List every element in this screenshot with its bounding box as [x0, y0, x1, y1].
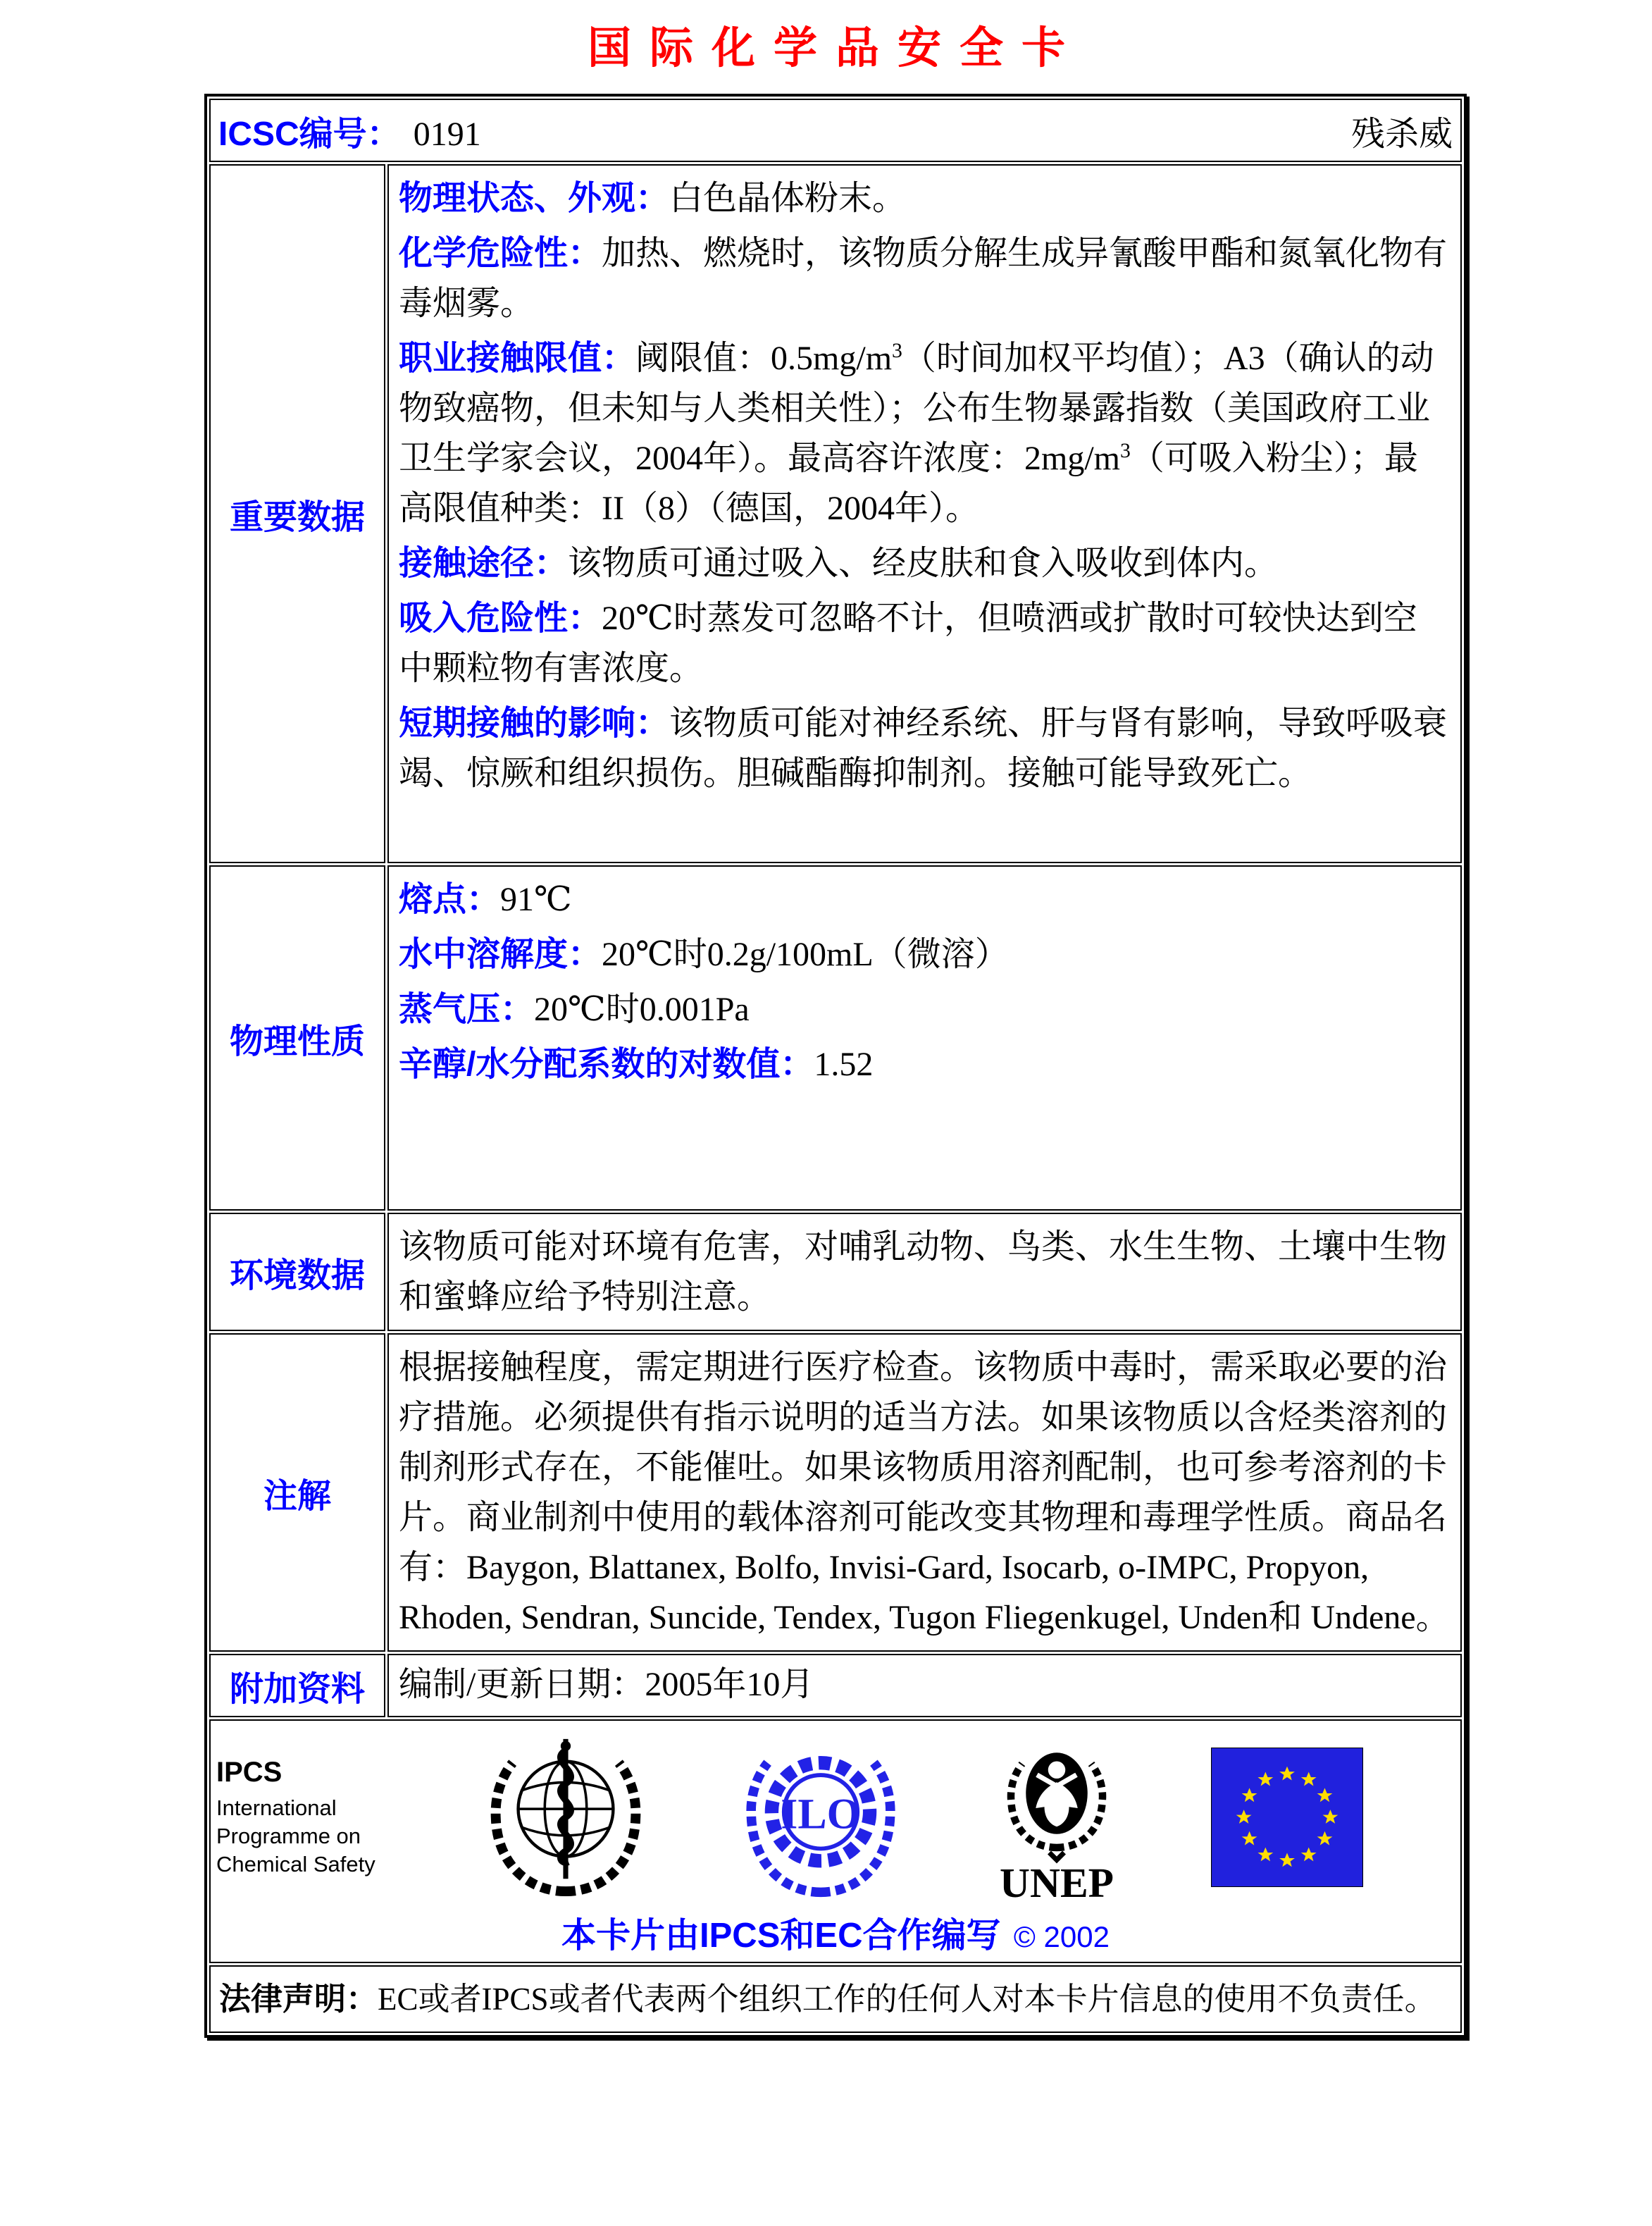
field-label: 蒸气压：	[399, 991, 535, 1028]
icsc-number-value: 0191	[413, 115, 481, 153]
superscript: 3	[892, 339, 902, 362]
legal-row	[209, 1965, 1462, 2033]
section-notes	[209, 1333, 1462, 1652]
field-label: 辛醇/水分配系数的对数值：	[399, 1046, 814, 1083]
unep-logo-block	[991, 1729, 1122, 1905]
icsc-card-table	[204, 94, 1467, 2038]
chemical-name: 残杀威	[1350, 115, 1453, 153]
header-cell	[209, 99, 1462, 162]
field-label: 物理状态、外观：	[399, 180, 670, 217]
field-value: 20℃时蒸发可忽略不计，但喷洒或扩散时可较快达到空中颗粒物有害浓度。	[399, 600, 1417, 687]
section-label-physical-properties: 物理性质	[209, 865, 385, 1211]
field-label: 接触途径：	[399, 545, 569, 582]
field-melting-point	[399, 874, 1451, 925]
field-label: 水中溶解度：	[399, 936, 602, 973]
field-value: 加热、燃烧时，该物质分解生成异氰酸甲酯和氮氧化物有毒烟雾。	[399, 235, 1448, 322]
section-content-notes	[387, 1333, 1462, 1652]
field-vapor-pressure	[399, 984, 1451, 1034]
legal-text: EC或者IPCS或者代表两个组织工作的任何人对本卡片信息的使用不负责任。	[378, 1981, 1436, 2017]
field-physical-state	[399, 173, 1451, 223]
section-label-additional-information: 附加资料	[209, 1654, 385, 1717]
field-label: 熔点：	[399, 881, 501, 918]
caption-text: 本卡片由IPCS和EC合作编写	[561, 1917, 1001, 1955]
header-row	[209, 99, 1462, 162]
icsc-number	[218, 106, 481, 155]
superscript: 3	[1120, 439, 1131, 462]
ilo-logo-text: ILO	[780, 1790, 861, 1838]
field-octanol-water-partition	[399, 1039, 1451, 1089]
field-label: 化学危险性：	[399, 235, 602, 272]
ipcs-text-block	[216, 1757, 392, 1879]
section-content-important-data	[387, 164, 1462, 863]
section-important-data	[209, 164, 1462, 863]
field-exposure-routes	[399, 538, 1451, 588]
field-value: （可吸入粉尘）；最高限值种类：II（8）（德国，2004年）。	[399, 440, 1418, 527]
page-title: 国际化学品安全卡	[587, 24, 1083, 73]
who-logo-icon	[482, 1733, 650, 1901]
field-inhalation-risk	[399, 593, 1451, 693]
logos-cell	[209, 1719, 1462, 1963]
section-label-notes: 注解	[209, 1333, 385, 1652]
field-value: 该物质可能对神经系统、肝与肾有影响，导致呼吸衰竭、惊厥和组织损伤。胆碱酯酶抑制剂。接触可能导致死亡。	[399, 705, 1448, 792]
section-label-important-data: 重要数据	[209, 164, 385, 863]
ilo-logo-icon	[739, 1736, 902, 1899]
section-environmental-data	[209, 1213, 1462, 1331]
ipcs-line: International	[216, 1795, 337, 1820]
unep-logo-icon	[993, 1729, 1120, 1902]
field-value: 20℃时0.2g/100mL（微溶）	[602, 936, 1009, 973]
ipcs-line: Programme on	[216, 1823, 361, 1848]
section-content-physical-properties	[387, 865, 1462, 1211]
icsc-card-page	[204, 0, 1467, 2038]
field-label: 吸入危险性：	[399, 600, 602, 637]
field-value: 20℃时0.001Pa	[534, 991, 750, 1028]
section-label-environmental-data: 环境数据	[209, 1213, 385, 1331]
ipcs-line: Chemical Safety	[216, 1851, 375, 1876]
ipcs-acronym: IPCS	[216, 1756, 282, 1788]
field-short-term-effects	[399, 698, 1451, 798]
field-occupational-exposure-limits	[399, 333, 1451, 533]
section-content-environmental-data	[387, 1213, 1462, 1331]
field-value: （时间加权平均值）；A3（确认的动物致癌物，但未知与人类相关性）；公布生物暴露指数（美国政府工业卫生学家会议，2004年）。最高容许浓度：2mg/m	[399, 340, 1434, 477]
field-label: 短期接触的影响：	[399, 705, 670, 742]
unep-logo-text: UNEP	[999, 1860, 1114, 1902]
environment-text: 该物质可能对环境有危害，对哺乳动物、鸟类、水生生物、土壤中生物和蜜蜂应给予特别注意。	[399, 1228, 1448, 1316]
logos-row	[209, 1719, 1462, 1963]
caption-copyright: © 2002	[1013, 1920, 1110, 1953]
eu-flag-icon	[1211, 1748, 1363, 1887]
cooperation-caption	[216, 1908, 1455, 1958]
icsc-number-label: ICSC编号：	[218, 115, 401, 153]
field-value: 白色晶体粉末。	[669, 180, 907, 217]
field-water-solubility	[399, 929, 1451, 979]
update-date-text: 编制/更新日期：2005年10月	[399, 1666, 814, 1703]
section-content-additional-information	[387, 1654, 1462, 1717]
field-value: 1.52	[814, 1046, 874, 1083]
field-chemical-hazard	[399, 228, 1451, 328]
field-value: 91℃	[500, 881, 572, 918]
legal-label: 法律声明：	[219, 1981, 378, 2017]
field-value: 该物质可通过吸入、经皮肤和食入吸收到体内。	[568, 545, 1279, 582]
notes-text: 根据接触程度，需定期进行医疗检查。该物质中毒时，需采取必要的治疗措施。必须提供有指示说明的适当方法。如果该物质以含烃类溶剂的制剂形式存在，不能催吐。如果该物质用溶剂配制，也可参考溶剂的卡片。商业制剂中使用的载体溶剂可能改变其物理和毒理学性质。商品名有：Baygon, Blattanex, Bolfo, Invisi-Gard, Isocarb, o-IMPC, Propyon, Rhoden, Sendran, Suncide, Tendex, Tugon Fliegenkugel, Unden和 Undene。	[399, 1349, 1450, 1636]
legal-cell	[209, 1965, 1462, 2033]
field-label: 职业接触限值：	[399, 340, 636, 377]
section-physical-properties	[209, 865, 1462, 1211]
field-value: 阈限值：0.5mg/m	[635, 340, 893, 377]
section-additional-information	[209, 1654, 1462, 1717]
